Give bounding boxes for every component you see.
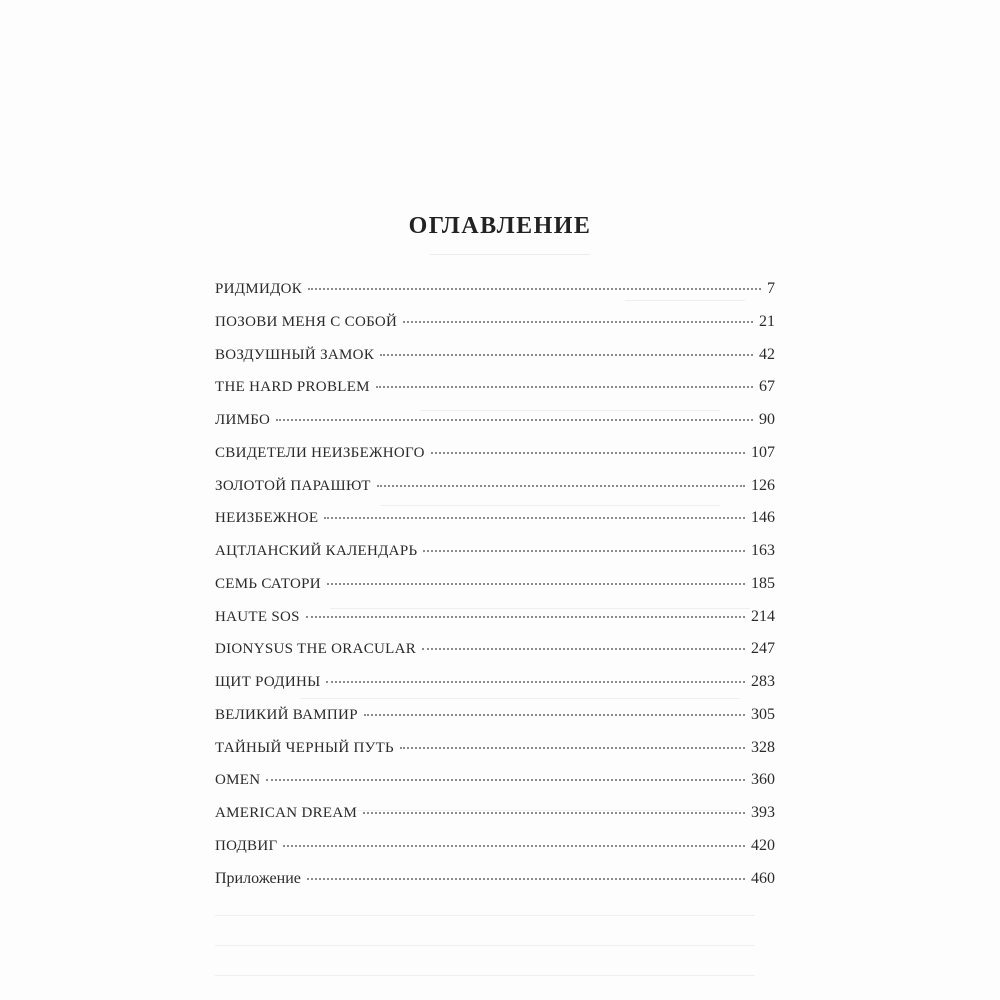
toc-entry-page: 283 [751,673,775,690]
toc-heading: ОГЛАВЛЕНИЕ [408,213,592,239]
toc-entry-title: ВЕЛИКИЙ ВАМПИР [215,706,358,723]
dot-leader [422,648,745,650]
toc-entry-title: РИДМИДОК [215,281,303,297]
dot-leader [283,845,745,847]
toc-entry[interactable] [215,378,775,411]
dot-leader [431,452,745,454]
toc-entry-title: ЛИМБО [215,412,271,428]
toc-entry-title: AMERICAN DREAM [215,805,358,821]
toc-entry-title: HAUTE SOS [215,608,300,625]
dot-leader [266,779,745,781]
toc-entry[interactable] [215,346,775,379]
toc-entry[interactable] [215,837,775,870]
toc-entry-page: 90 [759,411,775,428]
toc-entry-title: ЩИТ РОДИНЫ [215,674,321,690]
toc-entry[interactable] [215,542,775,575]
toc-entry-title: ПОЗОВИ МЕНЯ С СОБОЙ [215,313,398,330]
toc-entry-page: 420 [751,836,775,854]
toc-entry-page: 247 [751,640,775,658]
toc-entry-title: АЦТЛАНСКИЙ КАЛЕНДАРЬ [215,543,418,559]
table-of-contents [215,280,775,902]
toc-entry[interactable] [215,771,775,804]
dot-leader [276,419,753,421]
toc-entry-page: 67 [759,378,775,396]
toc-entry[interactable] [215,608,775,641]
toc-entry-page: 360 [751,771,775,789]
dot-leader [307,878,745,880]
toc-entry-title: СЕМЬ САТОРИ [215,575,321,592]
toc-entry[interactable] [215,509,775,542]
dot-leader [306,616,745,618]
toc-entry-title: ТАЙНЫЙ ЧЕРНЫЙ ПУТЬ [215,739,394,756]
toc-entry[interactable] [215,640,775,673]
toc-entry-title: ВОЗДУШНЫЙ ЗАМОК [215,346,375,363]
toc-entry-title: DIONYSUS THE ORACULAR [215,641,417,658]
toc-entry-page: 328 [751,738,775,756]
toc-entry-page: 305 [751,705,775,723]
toc-entry-page: 214 [751,607,775,625]
dot-leader [380,354,753,356]
toc-entry-page: 7 [767,280,775,297]
dot-leader [324,517,745,519]
toc-entry-title: OMEN [215,772,261,789]
toc-entry-page: 107 [751,443,775,461]
toc-entry-page: 185 [751,574,775,592]
toc-entry[interactable] [215,280,775,313]
toc-entry[interactable] [215,477,775,510]
toc-entry-appendix[interactable] [215,870,775,903]
toc-entry-page: 21 [759,312,775,330]
dot-leader [327,583,745,585]
toc-entry[interactable] [215,575,775,608]
dot-leader [364,714,745,716]
toc-entry[interactable] [215,411,775,444]
dot-leader [403,321,753,323]
toc-entry[interactable] [215,673,775,706]
dot-leader [363,812,745,814]
toc-entry[interactable] [215,313,775,346]
dot-leader [326,681,745,683]
toc-entry[interactable] [215,444,775,477]
toc-entry-page: 460 [751,869,775,887]
toc-entry[interactable] [215,804,775,837]
dot-leader [423,550,745,552]
toc-entry-page: 126 [751,476,775,494]
toc-entry[interactable] [215,706,775,739]
toc-entry[interactable] [215,739,775,772]
toc-entry-title: ПОДВИГ [215,837,278,854]
toc-entry-title: НЕИЗБЕЖНОЕ [215,510,319,527]
toc-entry-page: 146 [751,509,775,527]
toc-entry-page: 393 [751,804,775,821]
toc-entry-title: ЗОЛОТОЙ ПАРАШЮТ [215,477,371,494]
dot-leader [400,747,745,749]
dot-leader [376,386,753,388]
toc-entry-title: СВИДЕТЕЛИ НЕИЗБЕЖНОГО [215,444,425,461]
dot-leader [377,485,745,487]
toc-entry-page: 42 [759,345,775,363]
toc-entry-page: 163 [751,542,775,559]
toc-entry-title: Приложение [215,869,301,887]
dot-leader [308,288,761,290]
toc-entry-title: THE HARD PROBLEM [215,379,370,396]
